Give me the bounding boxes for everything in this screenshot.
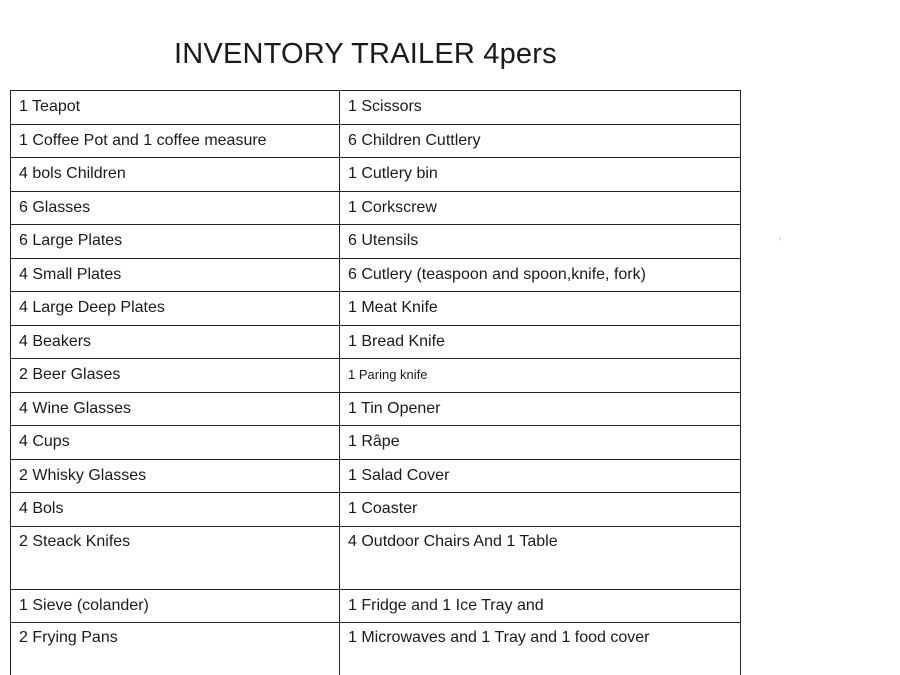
table-row — [11, 589, 741, 623]
inventory-item: 4 Small Plates — [11, 258, 340, 292]
inventory-item: 1 Teapot — [11, 91, 340, 125]
table-row — [11, 325, 741, 359]
inventory-item: 4 Wine Glasses — [11, 392, 340, 426]
inventory-item: 6 Glasses — [11, 191, 340, 225]
inventory-item: 6 Utensils — [340, 225, 741, 259]
table-row — [11, 493, 741, 527]
inventory-item: 1 Coaster — [340, 493, 741, 527]
scan-speck: › — [778, 233, 782, 244]
inventory-item: 2 Frying Pans — [11, 623, 340, 675]
inventory-item: 1 Cutlery bin — [340, 158, 741, 192]
table-row — [11, 623, 741, 675]
table-row — [11, 426, 741, 460]
page-title: INVENTORY TRAILER 4pers — [174, 38, 557, 70]
inventory-item: 4 Cups — [11, 426, 340, 460]
inventory-item: 1 Tin Opener — [340, 392, 741, 426]
inventory-item: 6 Children Cuttlery — [340, 124, 741, 158]
table-row — [11, 459, 741, 493]
table-row — [11, 225, 741, 259]
inventory-item: 4 Bols — [11, 493, 340, 527]
table-row — [11, 258, 741, 292]
inventory-item: 4 Large Deep Plates — [11, 292, 340, 326]
inventory-item: 2 Whisky Glasses — [11, 459, 340, 493]
inventory-item: 1 Corkscrew — [340, 191, 741, 225]
inventory-item: 1 Scissors — [340, 91, 741, 125]
table-row — [11, 124, 741, 158]
inventory-item: 4 Outdoor Chairs And 1 Table — [340, 526, 741, 589]
inventory-item: 4 Beakers — [11, 325, 340, 359]
inventory-item: 1 Râpe — [340, 426, 741, 460]
table-row — [11, 392, 741, 426]
inventory-item: 1 Salad Cover — [340, 459, 741, 493]
table-row — [11, 191, 741, 225]
inventory-item: 4 bols Children — [11, 158, 340, 192]
inventory-item: 1 Microwaves and 1 Tray and 1 food cover — [340, 623, 741, 675]
inventory-item: 2 Steack Knifes — [11, 526, 340, 589]
table-row — [11, 158, 741, 192]
table-row — [11, 359, 741, 393]
inventory-item: 1 Sieve (colander) — [11, 589, 340, 623]
inventory-table — [10, 90, 741, 675]
inventory-item: 1 Fridge and 1 Ice Tray and — [340, 589, 741, 623]
inventory-item: 1 Coffee Pot and 1 coffee measure — [11, 124, 340, 158]
table-row — [11, 292, 741, 326]
inventory-item: 6 Large Plates — [11, 225, 340, 259]
table-row — [11, 91, 741, 125]
inventory-item: 1 Meat Knife — [340, 292, 741, 326]
inventory-item: 1 Paring knife — [340, 359, 741, 393]
inventory-item: 1 Bread Knife — [340, 325, 741, 359]
table-row — [11, 526, 741, 589]
inventory-item: 6 Cutlery (teaspoon and spoon,knife, fork) — [340, 258, 741, 292]
inventory-item: 2 Beer Glases — [11, 359, 340, 393]
